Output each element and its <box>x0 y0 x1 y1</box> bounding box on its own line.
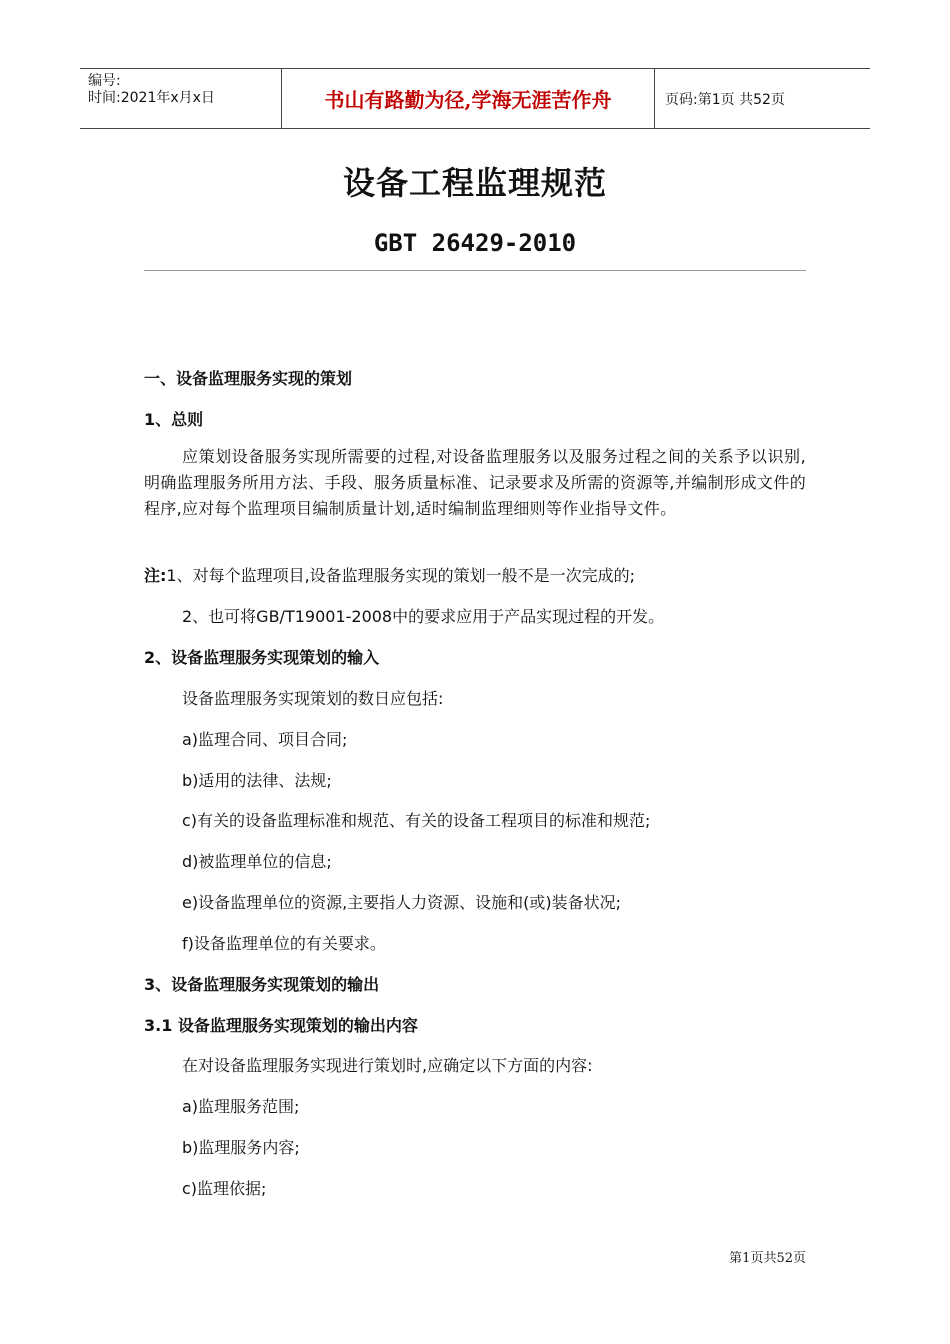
paragraph: 在对设备监理服务实现进行策划时,应确定以下方面的内容: <box>182 1056 593 1075</box>
document-code: GBT 26429-2010 <box>373 229 577 257</box>
time-label: 时间:2021年x月x日 <box>88 90 215 106</box>
list-item: b)适用的法律、法规; <box>182 771 332 790</box>
list-item: d)被监理单位的信息; <box>182 852 332 871</box>
header-motto: 书山有路勤为径,学海无涯苦作舟 <box>282 69 655 128</box>
page-footer: 第1页共52页 <box>729 1251 806 1266</box>
note-line <box>144 563 635 586</box>
header-page-info: 页码:第1页 共52页 <box>665 91 785 108</box>
note-label: 注: <box>144 566 167 585</box>
list-item: c)有关的设备监理标准和规范、有关的设备工程项目的标准和规范; <box>182 811 651 830</box>
subsection-heading: 3.1 设备监理服务实现策划的输出内容 <box>144 1016 418 1035</box>
number-label: 编号: <box>88 73 121 89</box>
paragraph: 设备监理服务实现策划的数日应包括: <box>182 689 444 708</box>
section-heading: 一、设备监理服务实现的策划 <box>144 369 353 388</box>
title-divider <box>144 270 806 271</box>
list-item: a)监理合同、项目合同; <box>182 730 348 749</box>
list-item: b)监理服务内容; <box>182 1138 300 1157</box>
list-item: a)监理服务范围; <box>182 1097 300 1116</box>
subsection-heading: 1、总则 <box>144 410 204 429</box>
list-item: e)设备监理单位的资源,主要指人力资源、设施和(或)装备状况; <box>182 893 622 912</box>
document-title: 设备工程监理规范 <box>342 164 607 202</box>
list-item: c)监理依据; <box>182 1179 267 1198</box>
header-meta <box>80 69 282 128</box>
list-item: f)设备监理单位的有关要求。 <box>182 934 386 953</box>
subsection-heading: 2、设备监理服务实现策划的输入 <box>144 648 380 667</box>
page-header <box>80 68 870 129</box>
paragraph: 应策划设备服务实现所需要的过程,对设备监理服务以及服务过程之间的关系予以识别,明确监理服务所用方法、手段、服务质量标准、记录要求及所需的资源等,并编制形成文件的程序,应对每个监理项目编制质量计划,适时编制监理细则等作业指导文件。 <box>144 447 806 518</box>
subsection-heading: 3、设备监理服务实现策划的输出 <box>144 975 380 994</box>
note-item: 1、对每个监理项目,设备监理服务实现的策划一般不是一次完成的; <box>166 566 636 585</box>
note-item: 2、也可将GB/T19001-2008中的要求应用于产品实现过程的开发。 <box>182 607 665 626</box>
